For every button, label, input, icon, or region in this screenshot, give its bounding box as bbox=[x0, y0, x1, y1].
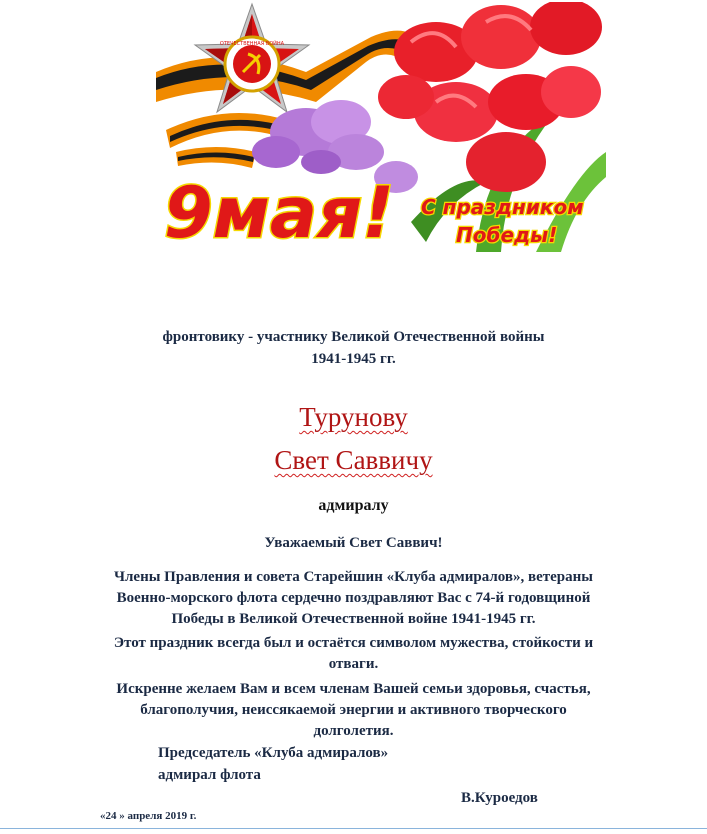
dedication-line-1: фронтовику - участнику Великой Отечественной войны bbox=[162, 329, 545, 345]
svg-text:С праздником: С праздником bbox=[421, 195, 584, 219]
victory-day-banner bbox=[156, 2, 606, 254]
svg-text:ОТЕЧЕСТВЕННАЯ ВОЙНА: ОТЕЧЕСТВЕННАЯ ВОЙНА bbox=[219, 41, 285, 47]
body-line-6: Искренне желаем Вам и всем членам Вашей семьи здоровья, счастья, bbox=[116, 681, 591, 697]
recipient-given-names: Свет Саввичу bbox=[274, 445, 433, 475]
dedication-line-2: 1941-1945 гг. bbox=[311, 351, 396, 367]
body-line-7: благополучия, неиссякаемой энергии и активного творческого bbox=[140, 702, 567, 718]
body-line-1: Члены Правления и совета Старейшин «Клуба адмиралов», ветераны bbox=[114, 569, 593, 585]
recipient-rank: адмиралу bbox=[318, 497, 389, 514]
signature-name: В.Куроедов bbox=[461, 790, 538, 806]
body-line-4: Этот праздник всегда был и остаётся символом мужества, стойкости и bbox=[113, 635, 594, 651]
body-line-8: долголетия. bbox=[313, 723, 394, 739]
recipient-surname: Турунову bbox=[299, 402, 408, 432]
svg-text:Победы!: Победы! bbox=[456, 223, 558, 247]
tulips-icon bbox=[378, 2, 602, 192]
svg-text:9мая!: 9мая! bbox=[164, 172, 395, 254]
body-line-3: Победы в Великой Отечественной войне 1941-1945 гг. bbox=[171, 611, 536, 627]
signature-title: Председатель «Клуба адмиралов» bbox=[158, 745, 389, 761]
letter-date: «24 » апреля 2019 г. bbox=[100, 810, 197, 822]
body-line-2: Военно-морского флота сердечно поздравляют Вас с 74-й годовщиной bbox=[116, 590, 591, 606]
body-line-5: отваги. bbox=[328, 656, 379, 672]
nine-may-heading bbox=[164, 172, 394, 254]
salutation: Уважаемый Свет Саввич! bbox=[264, 535, 443, 551]
page-bottom-divider bbox=[0, 828, 707, 829]
signature-rank: адмирал флота bbox=[158, 767, 261, 783]
